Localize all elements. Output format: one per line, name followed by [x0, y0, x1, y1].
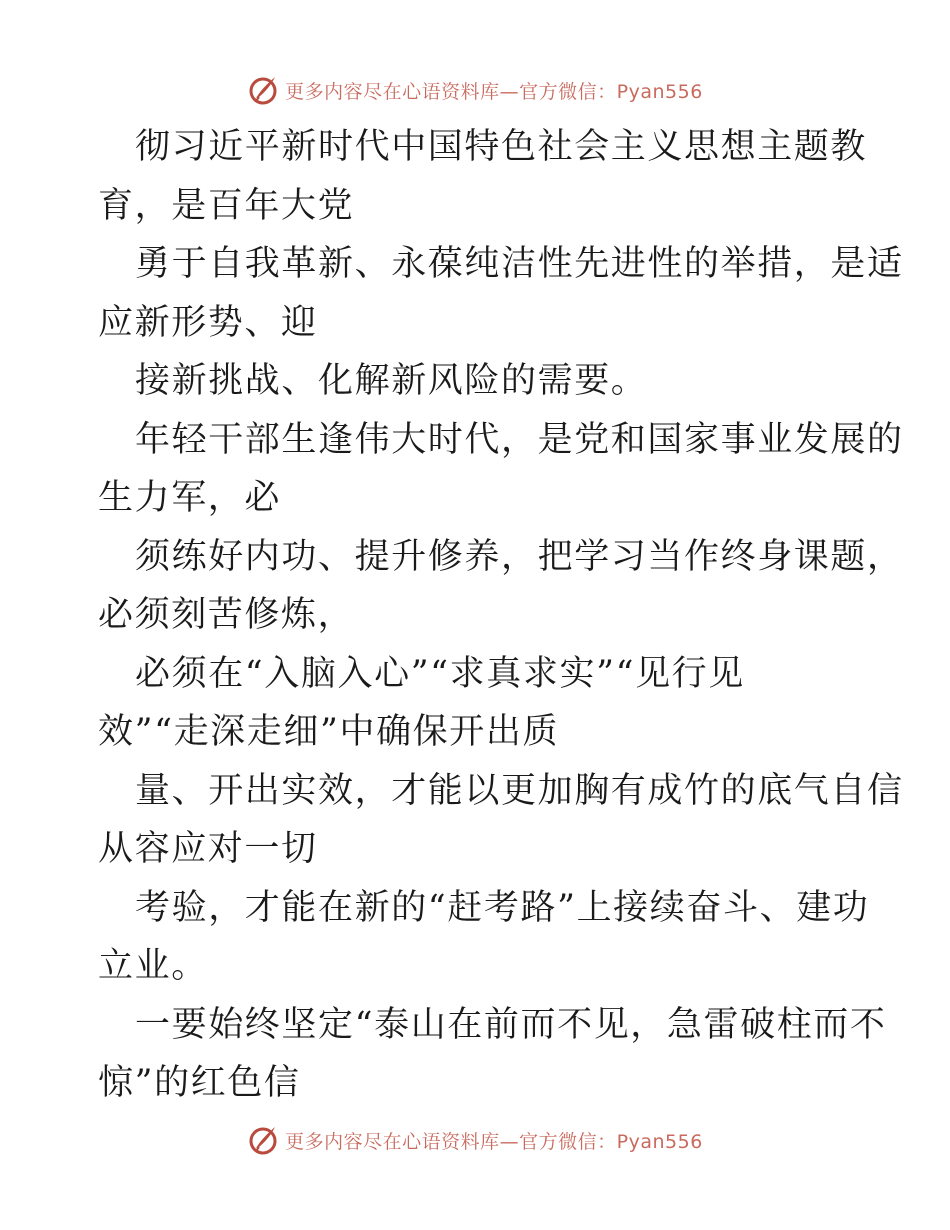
body-line: 彻习近平新时代中国特色社会主义思想主题教 [135, 127, 868, 167]
quill-logo-icon [247, 74, 279, 106]
header-banner-text: 更多内容尽在心语资料库—官方微信：Pyan556 [285, 80, 703, 103]
body-line: 一要始终坚定“泰山在前而不见，急雷破柱而不 [135, 1004, 887, 1045]
footer-banner-text: 更多内容尽在心语资料库—官方微信：Pyan556 [285, 1130, 703, 1153]
body-line: 从容应对一切 [98, 829, 318, 869]
body-line: 必须刻苦修炼， [98, 595, 355, 635]
footer-banner [0, 1120, 950, 1160]
body-line: 年轻干部生逢伟大时代，是党和国家事业发展的 [135, 419, 904, 460]
document-body [98, 118, 904, 1113]
body-line: 效”“走深走细”中确保开出质 [98, 712, 560, 752]
body-line: 量、开出实效，才能以更加胸有成竹的底气自信 [135, 770, 904, 811]
body-line: 考验，才能在新的“赶考路”上接续奋斗、建功 [135, 887, 870, 928]
body-line: 必须在“入脑入心”“求真求实”“见行见 [135, 653, 745, 694]
header-banner [0, 70, 950, 110]
body-line: 立业。 [98, 946, 208, 986]
body-line: 须练好内功、提升修养，把学习当作终身课题， [135, 536, 904, 577]
quill-logo-icon [247, 1124, 279, 1156]
body-line: 惊”的红色信 [98, 1063, 301, 1103]
body-line: 育，是百年大党 [98, 185, 355, 226]
body-line: 接新挑战、化解新风险的需要。 [135, 361, 648, 401]
body-line: 应新形势、迎 [98, 302, 318, 343]
body-line: 勇于自我革新、永葆纯洁性先进性的举措，是适 [135, 244, 904, 284]
body-line: 生力军，必 [98, 478, 282, 518]
